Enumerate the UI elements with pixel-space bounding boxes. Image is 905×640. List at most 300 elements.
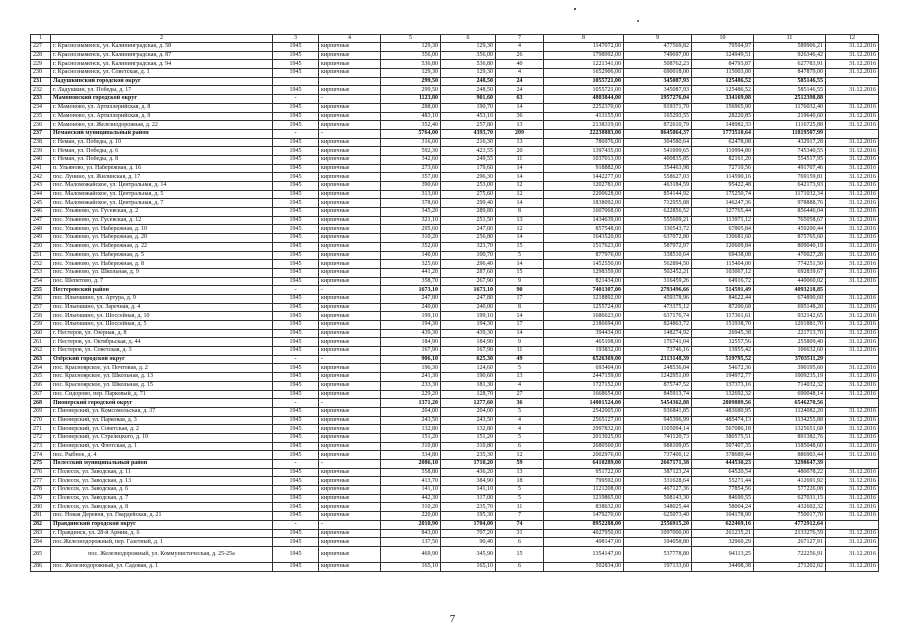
table-cell: 31.12.2016: [826, 155, 879, 164]
table-cell: 233,30: [381, 381, 441, 390]
table-cell: 444530,23: [692, 460, 754, 469]
table-cell: 233: [31, 95, 51, 104]
table-row: [31, 294, 879, 303]
table-cell: кирпичные: [319, 329, 381, 338]
table-cell: 244: [31, 190, 51, 199]
table-cell: 1945: [273, 268, 319, 277]
table-cell: 1185048,60: [754, 442, 826, 451]
table-cell: г. Мамоново, ул. Железнодорожная, д. 22: [51, 121, 273, 130]
table-cell: кирпичные: [319, 477, 381, 486]
table-cell: 31.12.2016: [826, 138, 879, 147]
table-cell: г. Нестеров, ул. Советская, д. 3: [51, 347, 273, 356]
table-cell: 90: [496, 286, 544, 295]
table-cell: 2252370,00: [544, 103, 624, 112]
table-cell: 117361,61: [692, 312, 754, 321]
housing-table: [30, 34, 879, 572]
table-row: [31, 538, 879, 547]
group-total-row: [31, 399, 879, 408]
table-cell: кирпичные: [319, 121, 381, 130]
table-cell: кирпичные: [319, 242, 381, 251]
table-cell: -: [319, 399, 381, 408]
table-cell: [319, 77, 381, 86]
column-number-header: 5: [381, 35, 441, 43]
table-cell: 1945: [273, 69, 319, 78]
table-cell: 235,30: [441, 451, 496, 460]
table-cell: 712955,88: [624, 199, 692, 208]
table-row: [31, 268, 879, 277]
table-cell: 14: [496, 312, 544, 321]
table-cell: кирпичные: [319, 390, 381, 399]
table-cell: 891382,76: [754, 433, 826, 442]
table-cell: 31.12.2016: [826, 103, 879, 112]
table-cell: г. Нестеров, ул. Октябрьская, д. 44: [51, 338, 273, 347]
table-row: [31, 155, 879, 164]
table-cell: кирпичные: [319, 277, 381, 286]
table-cell: 345087,93: [624, 86, 692, 95]
table-cell: 2997832,00: [544, 425, 624, 434]
table-cell: 31.12.2016: [826, 147, 879, 156]
table-cell: 31.12.2016: [826, 51, 879, 60]
table-cell: 14801524,00: [544, 399, 624, 408]
table-cell: 220,00: [381, 512, 441, 521]
table-cell: 141,10: [381, 486, 441, 495]
table-cell: 137,50: [381, 538, 441, 547]
table-cell: 246: [31, 208, 51, 217]
column-number-header: 6: [441, 35, 496, 43]
table-cell: г. Полесск, ул. Заводская, д. 8: [51, 503, 273, 512]
table-cell: 299,50: [381, 77, 441, 86]
table-cell: 2793496,66: [624, 286, 692, 295]
table-cell: кирпичные: [319, 138, 381, 147]
table-cell: 236: [31, 121, 51, 130]
table-cell: кирпичные: [319, 294, 381, 303]
table-cell: 12: [496, 225, 544, 234]
table-cell: пос. Ульяново, ул. Школьная, д. 9: [51, 268, 273, 277]
table-cell: 254: [31, 277, 51, 286]
table-row: [31, 208, 879, 217]
table-cell: 334,80: [381, 451, 441, 460]
table-cell: 1945: [273, 538, 319, 547]
table-cell: 64916,72: [692, 277, 754, 286]
table-cell: 1945: [273, 138, 319, 147]
table-cell: 536,80: [441, 60, 496, 69]
table-cell: 31.12.2016: [826, 242, 879, 251]
table-cell: 14: [496, 164, 544, 173]
table-cell: кирпичные: [319, 373, 381, 382]
table-row: [31, 103, 879, 112]
table-cell: пос. Маломожайское, ул. Центральная, д. 14: [51, 182, 273, 191]
table-cell: пос. Ильюшино, ул. Шоссейная, д. 10: [51, 312, 273, 321]
table-cell: 5454362,88: [624, 399, 692, 408]
table-cell: 151,20: [381, 433, 441, 442]
table-cell: 932142,65: [754, 312, 826, 321]
table-cell: пос.Железнодорожный, пер. Газетный, д. 1: [51, 538, 273, 547]
table-cell: 519795,52: [692, 355, 754, 364]
table-cell: 439,30: [381, 329, 441, 338]
table-cell: 14: [496, 199, 544, 208]
table-cell: г. Полесск, ул. Заводская, д. 11: [51, 468, 273, 477]
table-cell: 690018,00: [624, 69, 692, 78]
table-cell: 627783,91: [754, 60, 826, 69]
table-cell: 498147,00: [544, 538, 624, 547]
table-row: [31, 199, 879, 208]
table-cell: 199,10: [441, 312, 496, 321]
table-cell: 242: [31, 173, 51, 182]
table-cell: 625073,40: [624, 512, 692, 521]
table-cell: 469,90: [381, 546, 441, 562]
table-cell: 31: [496, 529, 544, 538]
table-cell: 267,90: [441, 277, 496, 286]
table-cell: 592,30: [381, 147, 441, 156]
table-cell: 622469,16: [692, 520, 754, 529]
table-cell: 4: [496, 381, 544, 390]
table-cell: г. Краснознаменск, ул. Калининградская, д. 94: [51, 60, 273, 69]
table-cell: пос. Ульяново, ул. Гусевская, д. 2: [51, 208, 273, 217]
table-cell: 5: [496, 364, 544, 373]
table-cell: 31.12.2016: [826, 425, 879, 434]
table-cell: 190,60: [441, 373, 496, 382]
table-cell: 31.12.2016: [826, 486, 879, 495]
table-cell: 1798992,00: [544, 51, 624, 60]
table-cell: 1945: [273, 373, 319, 382]
table-cell: кирпичные: [319, 216, 381, 225]
table-row: [31, 347, 879, 356]
table-row: [31, 321, 879, 330]
table-cell: 1055721,00: [544, 77, 624, 86]
table-row: [31, 381, 879, 390]
table-cell: 125486,52: [692, 77, 754, 86]
table-cell: кирпичные: [319, 364, 381, 373]
table-cell: 31.12.2016: [826, 494, 879, 503]
table-cell: 209: [496, 129, 544, 138]
table-cell: 49: [496, 355, 544, 364]
table-cell: 6: [496, 562, 544, 571]
table-cell: 2512398,88: [754, 95, 826, 104]
table-cell: 1124082,20: [754, 407, 826, 416]
table-cell: 877976,00: [544, 251, 624, 260]
table-cell: 219640,60: [754, 112, 826, 121]
table-cell: 750017,70: [754, 512, 826, 521]
table-cell: пос. Ульяново, ул. Гусевская, д. 12: [51, 216, 273, 225]
table-cell: 84622,44: [692, 294, 754, 303]
table-cell: 310,80: [441, 442, 496, 451]
table-cell: 285: [31, 546, 51, 562]
table-cell: -: [319, 520, 381, 529]
table-cell: 674890,60: [754, 294, 826, 303]
table-cell: 269: [31, 407, 51, 416]
table-cell: 352,40: [381, 121, 441, 130]
table-cell: 167,90: [441, 347, 496, 356]
table-cell: 249,55: [441, 155, 496, 164]
table-cell: кирпичные: [319, 347, 381, 356]
table-cell: 637072,80: [624, 234, 692, 243]
table-row: [31, 43, 879, 52]
table-row: [31, 277, 879, 286]
table-cell: 197133,60: [624, 562, 692, 571]
table-cell: 100,70: [441, 251, 496, 260]
table-cell: 31.12.2016: [826, 312, 879, 321]
table-cell: кирпичные: [319, 164, 381, 173]
table-cell: 2680560,00: [544, 442, 624, 451]
table-cell: пос. Ульяново, ул. Набережная, д. 10: [51, 225, 273, 234]
table-cell: 1945: [273, 277, 319, 286]
table-cell: 4803844,00: [544, 95, 624, 104]
table-cell: -: [319, 129, 381, 138]
table-cell: 69438,08: [692, 251, 754, 260]
table-cell: 137373,16: [692, 381, 754, 390]
table-cell: 228: [31, 51, 51, 60]
table-cell: 132,80: [441, 425, 496, 434]
table-cell: 257: [31, 303, 51, 312]
table-cell: 252: [31, 260, 51, 269]
table-cell: 31.12.2016: [826, 216, 879, 225]
column-number-header: 9: [624, 35, 692, 43]
table-cell: 2809889,56: [692, 399, 754, 408]
table-cell: 1945: [273, 329, 319, 338]
table-row: [31, 242, 879, 251]
table-cell: 175250,74: [692, 190, 754, 199]
table-cell: кирпичные: [319, 486, 381, 495]
table-cell: 1945: [273, 477, 319, 486]
table-cell: 1442277,00: [544, 173, 624, 182]
table-cell: 247,80: [441, 294, 496, 303]
table-cell: 151938,70: [692, 321, 754, 330]
table-cell: 31.12.2016: [826, 512, 879, 521]
table-cell: 1945: [273, 190, 319, 199]
table-cell: 17: [496, 294, 544, 303]
table-cell: 204,00: [441, 407, 496, 416]
table-cell: 470027,28: [754, 251, 826, 260]
table-cell: 239: [31, 147, 51, 156]
table-cell: 642173,93: [754, 182, 826, 191]
table-cell: 73746,16: [624, 347, 692, 356]
table-cell: [826, 95, 879, 104]
table-cell: 2002976,00: [544, 451, 624, 460]
table-cell: 31.12.2016: [826, 208, 879, 217]
table-cell: 541099,65: [624, 147, 692, 156]
table-cell: 274: [31, 451, 51, 460]
table-cell: 2565127,00: [544, 416, 624, 425]
table-cell: 204,00: [381, 407, 441, 416]
table-cell: 502834,00: [544, 562, 624, 571]
table-row: [31, 390, 879, 399]
table-cell: 8645864,37: [624, 129, 692, 138]
table-cell: кирпичные: [319, 268, 381, 277]
table-cell: 5: [496, 486, 544, 495]
table-cell: 2086,10: [381, 460, 441, 469]
table-cell: 323,70: [441, 242, 496, 251]
table-cell: 13955,42: [692, 347, 754, 356]
table-cell: [826, 399, 879, 408]
table-cell: 184,90: [441, 338, 496, 347]
table-cell: 129,30: [441, 43, 496, 52]
table-cell: 250: [31, 242, 51, 251]
table-cell: 275: [31, 460, 51, 469]
table-cell: 115404,00: [692, 260, 754, 269]
table-cell: 3703511,29: [754, 355, 826, 364]
table-cell: 8: [496, 303, 544, 312]
table-row: [31, 260, 879, 269]
table-cell: 316459,26: [624, 277, 692, 286]
table-cell: 125486,52: [692, 86, 754, 95]
table-cell: 32960,29: [692, 538, 754, 547]
table-cell: 273: [31, 442, 51, 451]
table-cell: 1176032,40: [754, 103, 826, 112]
table-cell: 235,70: [441, 503, 496, 512]
table-cell: 95422,48: [692, 182, 754, 191]
table-cell: 847879,00: [754, 69, 826, 78]
table-cell: 1945: [273, 251, 319, 260]
table-cell: 692839,67: [754, 268, 826, 277]
table-cell: г. Пионерский, ул. Комсомольская, д. 37: [51, 407, 273, 416]
table-cell: 2186694,00: [544, 321, 624, 330]
table-cell: -: [273, 129, 319, 138]
table-cell: Мамоновский городской округ: [51, 95, 273, 104]
table-cell: 283: [31, 529, 51, 538]
table-cell: 1945: [273, 347, 319, 356]
table-cell: 31.12.2016: [826, 468, 879, 477]
table-row: [31, 234, 879, 243]
table-cell: 1945: [273, 321, 319, 330]
table-row: [31, 416, 879, 425]
table-cell: 1218892,00: [544, 294, 624, 303]
table-cell: 1945: [273, 433, 319, 442]
table-cell: 32557,56: [692, 338, 754, 347]
table-cell: 104178,90: [692, 512, 754, 521]
table-cell: 1673,10: [441, 286, 496, 295]
table-cell: Нестеровский район: [51, 286, 273, 295]
table-cell: 345087,93: [624, 77, 692, 86]
table-cell: [826, 355, 879, 364]
table-cell: 194,30: [381, 321, 441, 330]
table-cell: 465108,00: [544, 338, 624, 347]
table-cell: 1945: [273, 242, 319, 251]
table-cell: 1945: [273, 562, 319, 571]
table-cell: 31.12.2016: [826, 442, 879, 451]
table-cell: 536,80: [381, 60, 441, 69]
table-cell: 256: [31, 294, 51, 303]
table-cell: 243,50: [381, 416, 441, 425]
table-cell: 5: [496, 433, 544, 442]
table-cell: 257,80: [441, 121, 496, 130]
table-cell: Правдинский городской округ: [51, 520, 273, 529]
table-cell: 259: [31, 321, 51, 330]
table-cell: 1945: [273, 451, 319, 460]
table-cell: 412691,92: [754, 477, 826, 486]
table-cell: пос. Ильюшино, ул. Заречная, д. 4: [51, 303, 273, 312]
table-cell: 317,00: [441, 494, 496, 503]
table-cell: 195,30: [441, 512, 496, 521]
column-number-header: 11: [754, 35, 826, 43]
table-cell: 258: [31, 312, 51, 321]
table-cell: 348025,44: [624, 503, 692, 512]
table-cell: 22238883,00: [544, 129, 624, 138]
table-cell: кирпичные: [319, 468, 381, 477]
table-cell: 103067,12: [692, 268, 754, 277]
table-cell: 31.12.2016: [826, 407, 879, 416]
table-cell: кирпичные: [319, 442, 381, 451]
table-cell: 7401307,00: [544, 286, 624, 295]
table-cell: 31.12.2016: [826, 338, 879, 347]
table-cell: 110994,80: [692, 147, 754, 156]
table-cell: 277: [31, 477, 51, 486]
table-cell: 345,90: [441, 546, 496, 562]
column-number-header: 2: [51, 35, 273, 43]
table-cell: 463184,59: [624, 182, 692, 191]
table-cell: 243: [31, 182, 51, 191]
table-cell: 1945: [273, 260, 319, 269]
table-cell: 6410289,00: [544, 460, 624, 469]
table-cell: [826, 129, 879, 138]
table-cell: 31.12.2016: [826, 43, 879, 52]
table-cell: г. Пионерский, ул. Парковая, д. 3: [51, 416, 273, 425]
table-cell: 5764,00: [381, 129, 441, 138]
table-cell: кирпичные: [319, 251, 381, 260]
table-cell: 1686623,00: [544, 312, 624, 321]
table-row: [31, 138, 879, 147]
table-cell: 432602,32: [754, 503, 826, 512]
table-row: [31, 364, 879, 373]
table-cell: 6526369,00: [544, 355, 624, 364]
table-cell: 1945: [273, 303, 319, 312]
table-row: [31, 112, 879, 121]
table-cell: г. Пионерский, ул. Советская, д. 2: [51, 425, 273, 434]
table-cell: 356,00: [441, 51, 496, 60]
group-total-row: [31, 520, 879, 529]
table-cell: 1037013,00: [544, 155, 624, 164]
table-cell: 394434,00: [544, 329, 624, 338]
table-cell: 1945: [273, 390, 319, 399]
table-cell: 765058,67: [754, 216, 826, 225]
table-cell: 148274,92: [624, 329, 692, 338]
table-cell: 261235,21: [692, 529, 754, 538]
table-cell: 31.12.2016: [826, 546, 879, 562]
table-cell: 8952288,00: [544, 520, 624, 529]
table-cell: 87200,68: [692, 303, 754, 312]
table-cell: 901,60: [441, 95, 496, 104]
table-cell: кирпичные: [319, 451, 381, 460]
table-cell: 196,30: [381, 364, 441, 373]
table-cell: 31.12.2016: [826, 373, 879, 382]
table-row: [31, 216, 879, 225]
table-cell: 577226,08: [754, 486, 826, 495]
table-cell: -: [273, 460, 319, 469]
table-cell: 722256,91: [754, 546, 826, 562]
table-cell: 55271,44: [692, 477, 754, 486]
table-cell: 8: [496, 208, 544, 217]
table-cell: -: [273, 399, 319, 408]
table-cell: 265: [31, 373, 51, 382]
table-cell: 90,40: [441, 538, 496, 547]
table-cell: г. Правдинск, ул. 28-й Армии, д. 6: [51, 529, 273, 538]
table-cell: 282: [31, 520, 51, 529]
table-cell: 13: [496, 373, 544, 382]
table-cell: г. Полесск, ул. Заводская, д. 13: [51, 477, 273, 486]
table-cell: 926346,42: [754, 51, 826, 60]
table-cell: 31.12.2016: [826, 538, 879, 547]
table-cell: 31.12.2016: [826, 477, 879, 486]
table-body: [31, 35, 879, 572]
table-cell: 24: [496, 86, 544, 95]
table-cell: 26945,38: [692, 329, 754, 338]
table-cell: 1147072,00: [544, 43, 624, 52]
table-cell: 352,60: [381, 242, 441, 251]
table-cell: кирпичные: [319, 147, 381, 156]
table-cell: 31.12.2016: [826, 329, 879, 338]
column-number-header: 3: [273, 35, 319, 43]
table-cell: 310,20: [381, 234, 441, 243]
table-cell: 413,70: [381, 477, 441, 486]
